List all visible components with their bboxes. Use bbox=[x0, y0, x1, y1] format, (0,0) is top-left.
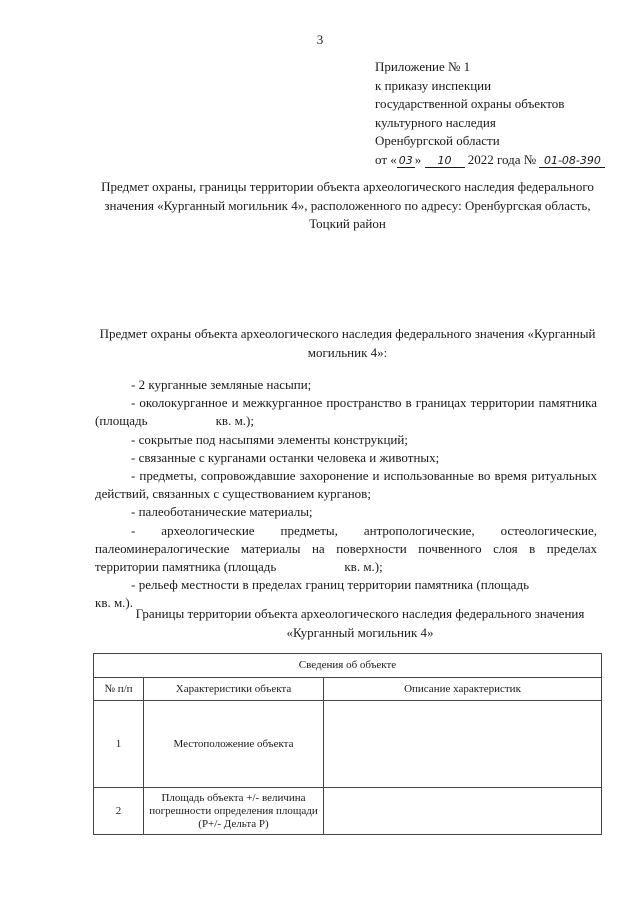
table-caption: Сведения об объекте bbox=[94, 654, 602, 678]
row-characteristic: Площадь объекта +/- величина погрешности определения площади (P+/- Дельта P) bbox=[144, 788, 324, 835]
list-item: - 2 курганные земляные насыпи; bbox=[131, 377, 312, 392]
date-close: » bbox=[414, 151, 422, 167]
appendix-block bbox=[375, 58, 605, 169]
list-item-text: кв. м.); bbox=[344, 559, 383, 575]
page-number: 3 bbox=[316, 32, 324, 47]
row-description bbox=[324, 701, 602, 788]
appendix-line-3: государственной охраны объектов bbox=[375, 96, 565, 111]
appendix-line-4: культурного наследия bbox=[375, 114, 496, 130]
list-item-text: кв. м.). bbox=[95, 595, 134, 611]
list-item: - сокрытые под насыпями элементы конструкций; bbox=[131, 431, 408, 447]
appendix-line-5: Оренбургской области bbox=[375, 133, 500, 148]
row-number: 2 bbox=[94, 788, 144, 835]
protection-subject-heading: Предмет охраны объекта археологического наследия федерального значения «Курганный могильник 4»: bbox=[99, 326, 596, 360]
list-item: - предметы, сопровождавшие захоронение и использованные во время ритуальных действий, связанных с существованием курганов; bbox=[95, 468, 597, 502]
document-title: Предмет охраны, границы территории объекта археологического наследия федерального значения «Курганный могильник 4», расположенного по адресу: Оренбургская область, Тоцкий район bbox=[101, 179, 594, 231]
date-day: 03 bbox=[398, 153, 413, 167]
row-description bbox=[324, 788, 602, 835]
row-number: 1 bbox=[94, 701, 144, 788]
table-header-description: Описание характеристик bbox=[324, 678, 602, 701]
list-item-text: - околокурганное и межкурганное пространство в границах территории памятника (площадь bbox=[95, 395, 597, 429]
protection-items-list bbox=[95, 376, 597, 613]
row-characteristic: Местоположение объекта bbox=[144, 701, 324, 788]
table-row bbox=[94, 701, 602, 788]
table-header-characteristic: Характеристики объекта bbox=[144, 678, 324, 701]
list-item bbox=[95, 522, 597, 577]
list-item bbox=[95, 394, 597, 430]
list-item: - палеоботанические материалы; bbox=[131, 504, 313, 520]
order-number: 01-08-390 bbox=[539, 154, 605, 168]
appendix-date-line bbox=[375, 151, 605, 170]
table-header-number: № п/п bbox=[94, 678, 144, 701]
object-info-table bbox=[93, 653, 602, 835]
list-item-text: кв. м.); bbox=[215, 413, 254, 429]
date-month: 10 bbox=[425, 154, 465, 168]
table-row bbox=[94, 788, 602, 835]
appendix-line-1: Приложение № 1 bbox=[375, 59, 471, 74]
list-item-text: - археологические предметы, антропологические, остеологические, палеоминералогические материалы на поверхности почвенного слоя в пределах территории памятника (площадь bbox=[95, 522, 597, 575]
list-item: - связанные с курганами останки человека и животных; bbox=[131, 449, 440, 465]
date-year: 2022 года № bbox=[467, 151, 537, 167]
date-prefix: от « bbox=[375, 151, 397, 167]
appendix-line-2: к приказу инспекции bbox=[375, 77, 492, 93]
list-item-text: - рельеф местности в пределах границ территории памятника (площадь bbox=[131, 577, 529, 593]
borders-heading: Границы территории объекта археологического наследия федерального значения «Курганный могильник 4» bbox=[135, 606, 585, 640]
